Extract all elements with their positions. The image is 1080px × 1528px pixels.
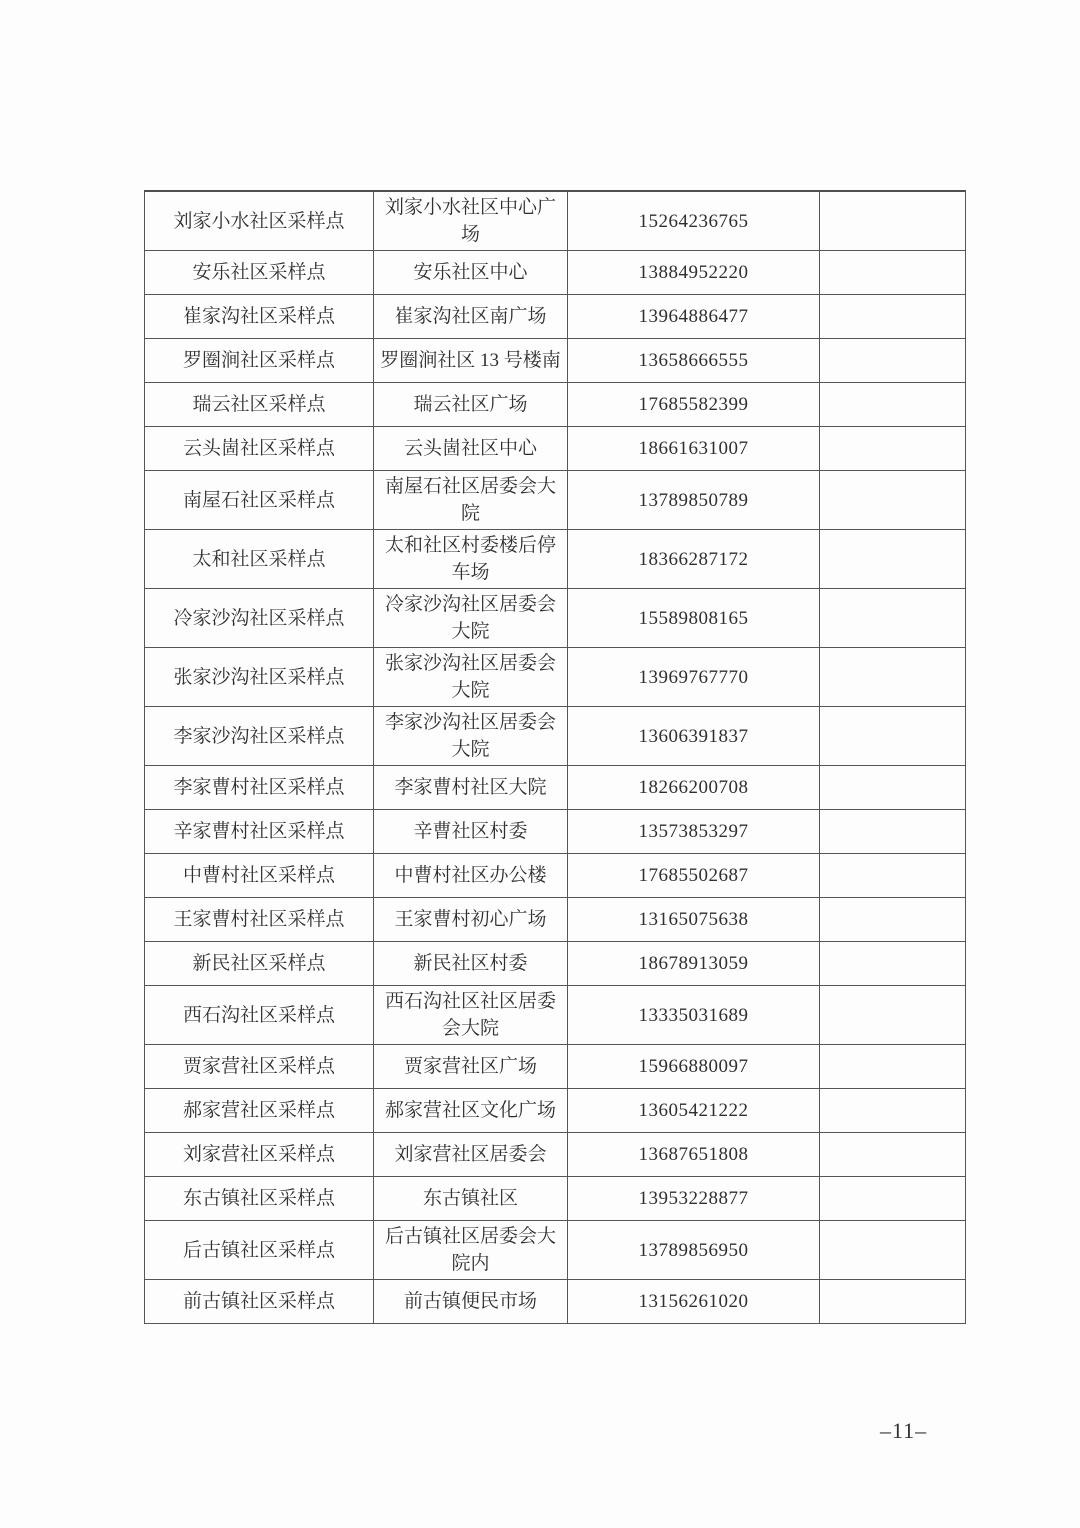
cell-phone: 13156261020 (568, 1280, 820, 1324)
cell-note (820, 854, 966, 898)
cell-location: 郝家营社区文化广场 (374, 1089, 568, 1133)
cell-phone: 13658666555 (568, 339, 820, 383)
cell-phone: 18678913059 (568, 942, 820, 986)
table-row (145, 427, 966, 471)
table-row (145, 1045, 966, 1089)
cell-location: 新民社区村委 (374, 942, 568, 986)
cell-phone: 13605421222 (568, 1089, 820, 1133)
cell-site-name: 张家沙沟社区采样点 (145, 648, 374, 707)
cell-location: 崔家沟社区南广场 (374, 295, 568, 339)
cell-note (820, 1177, 966, 1221)
cell-note (820, 383, 966, 427)
cell-location: 云头崮社区中心 (374, 427, 568, 471)
cell-site-name: 安乐社区采样点 (145, 251, 374, 295)
table-row (145, 1280, 966, 1324)
cell-note (820, 339, 966, 383)
cell-note (820, 191, 966, 251)
cell-location: 刘家营社区居委会 (374, 1133, 568, 1177)
cell-location: 张家沙沟社区居委会大院 (374, 648, 568, 707)
cell-location: 李家曹村社区大院 (374, 766, 568, 810)
table-row (145, 295, 966, 339)
cell-location: 中曹村社区办公楼 (374, 854, 568, 898)
cell-note (820, 707, 966, 766)
cell-phone: 15966880097 (568, 1045, 820, 1089)
cell-phone: 18661631007 (568, 427, 820, 471)
table-row (145, 1089, 966, 1133)
cell-note (820, 810, 966, 854)
cell-site-name: 王家曹村社区采样点 (145, 898, 374, 942)
cell-site-name: 冷家沙沟社区采样点 (145, 589, 374, 648)
cell-site-name: 南屋石社区采样点 (145, 471, 374, 530)
cell-phone: 17685582399 (568, 383, 820, 427)
cell-location: 西石沟社区社区居委会大院 (374, 986, 568, 1045)
cell-note (820, 648, 966, 707)
cell-site-name: 前古镇社区采样点 (145, 1280, 374, 1324)
cell-site-name: 瑞云社区采样点 (145, 383, 374, 427)
sampling-points-table (144, 190, 966, 1324)
cell-site-name: 李家曹村社区采样点 (145, 766, 374, 810)
table-row (145, 339, 966, 383)
cell-phone: 13606391837 (568, 707, 820, 766)
cell-location: 刘家小水社区中心广场 (374, 191, 568, 251)
table-row (145, 707, 966, 766)
cell-phone: 15589808165 (568, 589, 820, 648)
cell-site-name: 崔家沟社区采样点 (145, 295, 374, 339)
cell-site-name: 太和社区采样点 (145, 530, 374, 589)
cell-phone: 13884952220 (568, 251, 820, 295)
cell-note (820, 1089, 966, 1133)
cell-location: 后古镇社区居委会大院内 (374, 1221, 568, 1280)
table-row (145, 530, 966, 589)
table-row (145, 589, 966, 648)
cell-phone: 13953228877 (568, 1177, 820, 1221)
cell-location: 贾家营社区广场 (374, 1045, 568, 1089)
cell-note (820, 1221, 966, 1280)
sampling-table-body (145, 191, 966, 1324)
table-row (145, 383, 966, 427)
cell-site-name: 辛家曹村社区采样点 (145, 810, 374, 854)
cell-note (820, 942, 966, 986)
cell-note (820, 427, 966, 471)
cell-note (820, 530, 966, 589)
cell-phone: 13789856950 (568, 1221, 820, 1280)
cell-note (820, 986, 966, 1045)
cell-note (820, 1280, 966, 1324)
cell-note (820, 898, 966, 942)
cell-note (820, 1133, 966, 1177)
cell-phone: 13165075638 (568, 898, 820, 942)
cell-site-name: 刘家营社区采样点 (145, 1133, 374, 1177)
cell-location: 李家沙沟社区居委会大院 (374, 707, 568, 766)
cell-phone: 15264236765 (568, 191, 820, 251)
cell-site-name: 新民社区采样点 (145, 942, 374, 986)
cell-phone: 13789850789 (568, 471, 820, 530)
cell-phone: 13573853297 (568, 810, 820, 854)
cell-location: 太和社区村委楼后停车场 (374, 530, 568, 589)
cell-location: 辛曹社区村委 (374, 810, 568, 854)
cell-note (820, 251, 966, 295)
cell-note (820, 295, 966, 339)
cell-phone: 13969767770 (568, 648, 820, 707)
table-row (145, 942, 966, 986)
cell-location: 冷家沙沟社区居委会大院 (374, 589, 568, 648)
cell-note (820, 766, 966, 810)
table-row (145, 854, 966, 898)
cell-note (820, 589, 966, 648)
table-row (145, 986, 966, 1045)
cell-location: 安乐社区中心 (374, 251, 568, 295)
cell-location: 王家曹村初心广场 (374, 898, 568, 942)
table-row (145, 251, 966, 295)
table-row (145, 810, 966, 854)
cell-location: 南屋石社区居委会大院 (374, 471, 568, 530)
cell-site-name: 中曹村社区采样点 (145, 854, 374, 898)
cell-location: 东古镇社区 (374, 1177, 568, 1221)
cell-phone: 18366287172 (568, 530, 820, 589)
cell-site-name: 后古镇社区采样点 (145, 1221, 374, 1280)
cell-site-name: 贾家营社区采样点 (145, 1045, 374, 1089)
page-number: –11– (880, 1418, 928, 1443)
cell-phone: 13335031689 (568, 986, 820, 1045)
table-row (145, 1177, 966, 1221)
table-row (145, 191, 966, 251)
cell-site-name: 云头崮社区采样点 (145, 427, 374, 471)
cell-note (820, 1045, 966, 1089)
table-row (145, 898, 966, 942)
table-row (145, 648, 966, 707)
cell-site-name: 刘家小水社区采样点 (145, 191, 374, 251)
table-row (145, 471, 966, 530)
table-row (145, 766, 966, 810)
cell-site-name: 罗圈涧社区采样点 (145, 339, 374, 383)
cell-phone: 17685502687 (568, 854, 820, 898)
cell-site-name: 西石沟社区采样点 (145, 986, 374, 1045)
cell-location: 瑞云社区广场 (374, 383, 568, 427)
table-row (145, 1221, 966, 1280)
cell-site-name: 郝家营社区采样点 (145, 1089, 374, 1133)
table-row (145, 1133, 966, 1177)
cell-site-name: 东古镇社区采样点 (145, 1177, 374, 1221)
cell-location: 罗圈涧社区 13 号楼南 (374, 339, 568, 383)
cell-location: 前古镇便民市场 (374, 1280, 568, 1324)
cell-site-name: 李家沙沟社区采样点 (145, 707, 374, 766)
cell-phone: 13687651808 (568, 1133, 820, 1177)
cell-note (820, 471, 966, 530)
cell-phone: 18266200708 (568, 766, 820, 810)
cell-phone: 13964886477 (568, 295, 820, 339)
